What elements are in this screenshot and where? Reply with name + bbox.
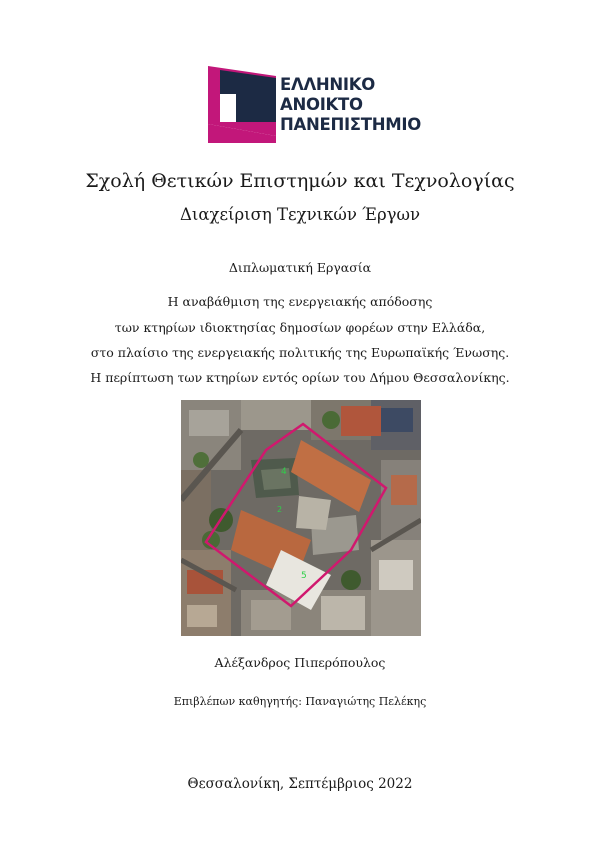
thesis-title-line-2: των κτηρίων ιδιοκτησίας δημοσίων φορέων στην Ελλάδα, (114, 320, 486, 335)
place-and-date: Θεσσαλονίκη, Σεπτέμβριος 2022 (187, 776, 413, 792)
logo-line-3: ΠΑΝΕΠΙΣΤΗΜΙΟ (280, 115, 421, 134)
site-label-5: 5 (301, 571, 307, 581)
thesis-title-line-3: στο πλαίσιο της ενεργειακής πολιτικής της Ευρωπαϊκής Ένωσης. (90, 345, 510, 360)
thesis-title-line-4: Η περίπτωση των κτηρίων εντός ορίων του Δήμου Θεσσαλονίκης. (90, 370, 510, 385)
site-label-2: 2 (277, 505, 283, 514)
logo-line-1: ΕΛΛΗΝΙΚΟ (280, 75, 375, 94)
document-type: Διπλωματική Εργασία (228, 260, 372, 275)
site-label-4: 4 (281, 467, 287, 477)
thesis-title-line-1: Η αναβάθμιση της ενεργειακής απόδοσης (167, 294, 433, 309)
logo-wordmark (280, 75, 421, 135)
program-name: Διαχείριση Τεχνικών Έργων (179, 205, 421, 224)
author-name: Αλέξανδρος Πιπερόπουλος (214, 655, 386, 670)
supervisor-line: Επιβλέπων καθηγητής: Παναγιώτης Πελέκης (173, 695, 427, 708)
school-name: Σχολή Θετικών Επιστημών και Τεχνολογίας (85, 170, 515, 192)
aerial-site-photo (181, 400, 421, 636)
logo-line-2: ΑΝΟΙΚΤΟ (280, 95, 363, 114)
university-logo (206, 64, 421, 144)
logo-mark-icon (206, 64, 278, 144)
